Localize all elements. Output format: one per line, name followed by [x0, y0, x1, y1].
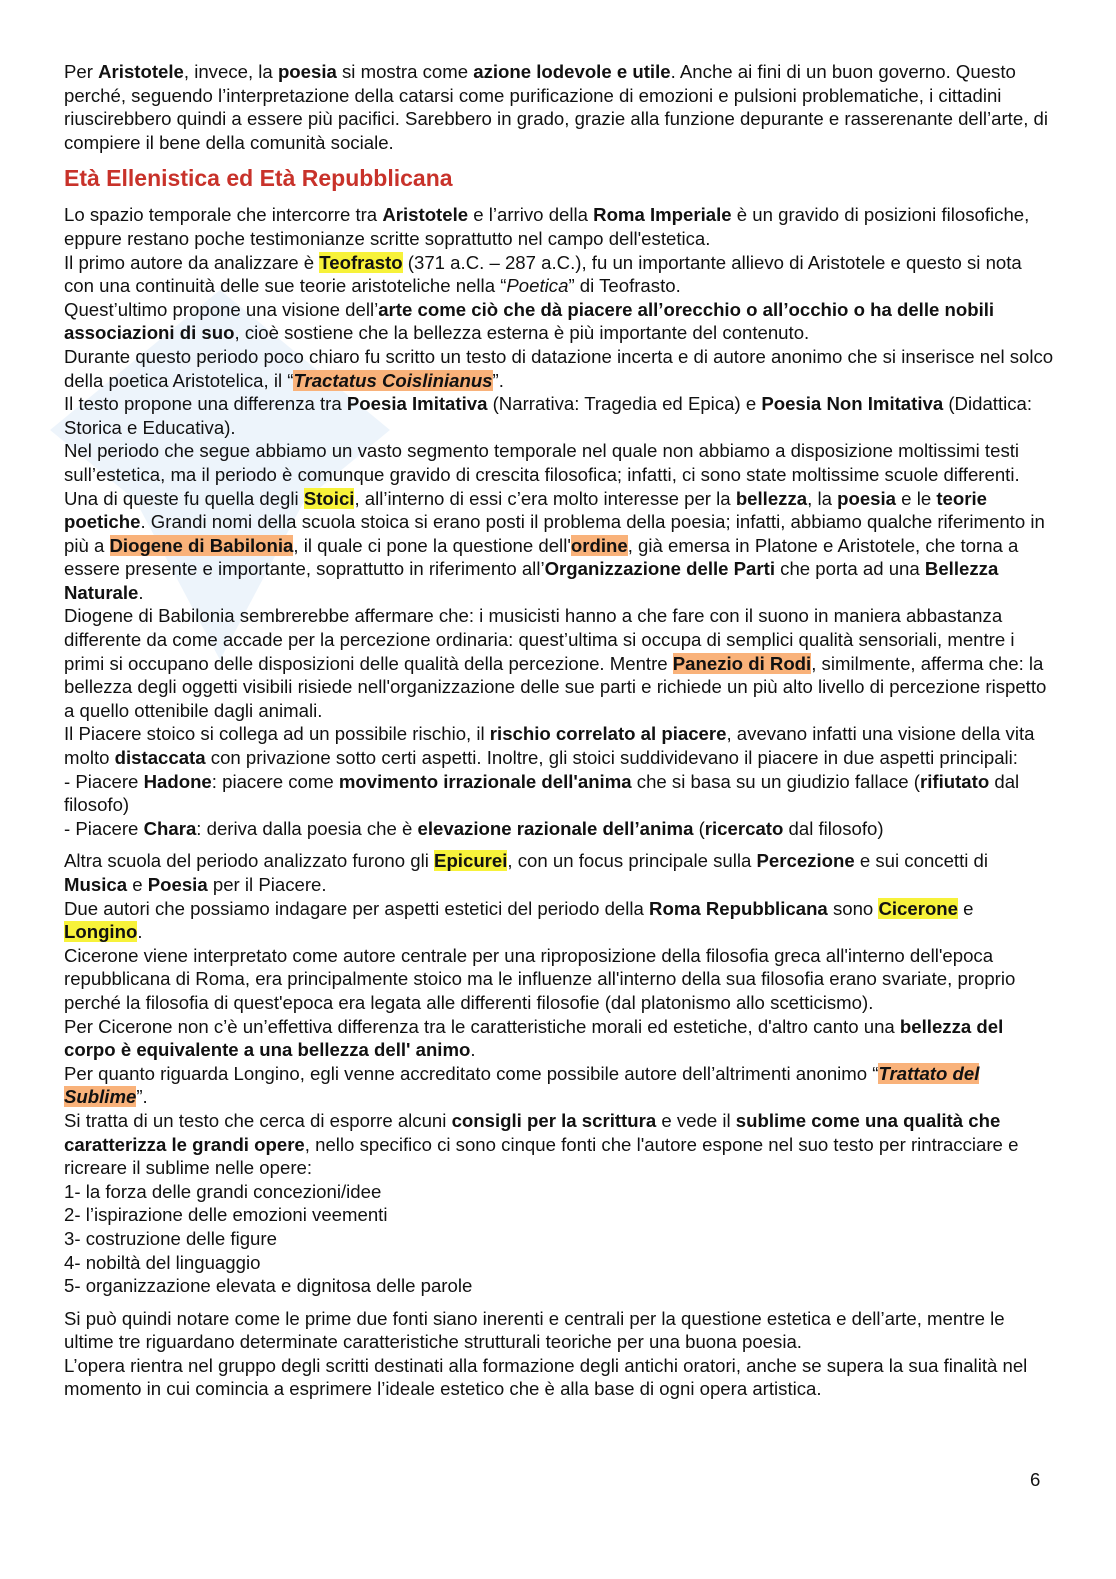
paragraph-sublime: Si tratta di un testo che cerca di esporre alcuni consigli per la scrittura e vede il sublime come una qualità che caratterizza le grandi opere, nello specifico ci sono cinque fonti che l'autore espone nel suo testo per rintracciare e ricreare il sublime nelle opere: — [64, 1109, 1019, 1179]
highlight-longino: Longino — [64, 921, 138, 943]
paragraph-piacere-stoico: Il Piacere stoico si collega ad un possibile rischio, il rischio correlato al piacere, avevano infatti una visione della vita molto distaccata con privazione sotto certi aspetti. Inoltre, gli stoici suddividevano il piacere in due aspetti principali: — [64, 723, 1035, 769]
paragraph-visione-arte: Quest’ultimo propone una visione dell’arte come ciò che dà piacere all’orecchio o all’occhio o ha delle nobili associazioni di suo, cioè sostiene che la bellezza esterna è più importante del contenuto. — [64, 298, 995, 344]
paragraph-cicerone: Cicerone viene interpretato come autore centrale per una riproposizione della filosofia greca all'interno dell'epoca repubblicana di Roma, era principalmente stoico ma le influenze all'interno della sua filosofia erano svariate, proprio perché la filosofia di quest'epoca era legata alle differenti filosofie (dal platonismo allo scetticismo). — [64, 944, 1016, 1013]
paragraph-spazio-temporale: Lo spazio temporale che intercorre tra Aristotele e l’arrivo della Roma Imperiale è un gravido di posizioni filosofiche, eppure restano poche testimonianze scritte soprattutto nel campo dell'estetica. — [64, 204, 1030, 249]
paragraph-roma-repubblicana: Due autori che possiamo indagare per aspetti estetici del periodo della Roma Repubblicana sono Cicerone e Longino. — [64, 897, 974, 943]
list-item: 4- nobiltà del linguaggio — [64, 1251, 261, 1273]
page-number: 6 — [1030, 1469, 1041, 1490]
highlight-epicurei: Epicurei — [434, 850, 508, 872]
paragraph-teofrasto: Il primo autore da analizzare è Teofrasto (371 a.C. – 287 a.C.), fu un importante allievo di Aristotele e questo si nota con una continuità delle sue teorie aristoteliche nella “Poetica” di Teofrasto. — [64, 251, 1022, 297]
highlight-panezio: Panezio di Rodi — [672, 652, 812, 674]
list-item-chara: - Piacere Chara: deriva dalla poesia che è elevazione razionale dell’anima (ricercato dal filosofo) — [64, 817, 884, 839]
highlight-cicerone: Cicerone — [878, 897, 959, 919]
document-page — [64, 60, 1054, 1401]
list-item: 3- costruzione delle figure — [64, 1227, 277, 1249]
paragraph-cicerone-bellezza: Per Cicerone non c’è un’effettiva differenza tra le caratteristiche morali ed estetiche, d'altro canto una bellezza del corpo è equivalente a una bellezza dell' animo. — [64, 1015, 1004, 1061]
highlight-stoici: Stoici — [303, 487, 355, 509]
paragraph-tractatus: Durante questo periodo poco chiaro fu scritto un testo di datazione incerta e di autore anonimo che si inserisce nel solco della poetica Aristotelica, il “Tractatus Coislinianus”. — [64, 345, 1054, 391]
list-item: 5- organizzazione elevata e dignitosa delle parole — [64, 1275, 473, 1297]
paragraph-epicurei: Altra scuola del periodo analizzato furono gli Epicurei, con un focus principale sulla Percezione e sui concetti di Musica e Poesia per il Piacere. — [64, 850, 989, 895]
list-item: 1- la forza delle grandi concezioni/idee — [64, 1180, 382, 1202]
highlight-trattato: Trattato del Sublime — [64, 1062, 980, 1108]
paragraph-aristotele-poesia: Per Aristotele, invece, la poesia si mostra come azione lodevole e utile. Anche ai fini di un buon governo. Questo perché, seguendo l’interpretazione della catarsi come purificazione di emozioni e pulsioni problematiche, i cittadini riuscirebbero quindi a essere più pacifici. Sarebbero in grado, grazie alla funzione depurante e rasserenante dell’arte, di compiere il bene della comunità sociale. — [64, 61, 1048, 153]
paragraph-poesia-imitativa: Il testo propone una differenza tra Poesia Imitativa (Narrativa: Tragedia ed Epica) e Poesia Non Imitativa (Didattica: Storica e Educativa). — [64, 393, 1033, 438]
highlight-diogene: Diogene di Babilonia — [109, 534, 294, 556]
highlight-tractatus: Tractatus Coislinianus — [293, 369, 493, 391]
paragraph-oratori: L’opera rientra nel gruppo degli scritti destinati alla formazione degli antichi oratori, anche se supera la sua finalità nel momento in cui comincia a esprimere l’ideale estetico che è alla base di ogni opera artistica. — [64, 1354, 1028, 1400]
paragraph-periodo: Nel periodo che segue abbiamo un vasto segmento temporale nel quale non abbiamo a disposizione moltissimi testi sull’estetica, ma il periodo è comunque gravido di crescita filosofica; infatti, ci sono state moltissime scuole differenti. — [64, 440, 1020, 485]
paragraph-longino: Per quanto riguarda Longino, egli venne accreditato come possibile autore dell’altrimenti anonimo “Trattato del Sublime”. — [64, 1062, 980, 1108]
highlight-ordine: ordine — [570, 534, 628, 556]
list-item: 2- l’ispirazione delle emozioni veementi — [64, 1204, 388, 1226]
list-item-hadone: - Piacere Hadone: piacere come movimento irrazionale dell'anima che si basa su un giudizio fallace (rifiutato dal filosofo) — [64, 770, 1020, 816]
paragraph-diogene: Diogene di Babilonia sembrerebbe affermare che: i musicisti hanno a che fare con il suono in maniera abbastanza differente da come accade per la percezione ordinaria: quest’ultima si occupa di semplici qualità sensoriali, mentre i primi si occupano delle disposizioni delle qualità della percezione. Mentre Panezio di Rodi, similmente, afferma che: la bellezza degli oggetti visibili risiede nell'organizzazione delle sue parti e richiede un più alto livello di percezione rispetto a quello ottenibile dagli animali. — [64, 605, 1047, 721]
paragraph-stoici: Una di queste fu quella degli Stoici, all’interno di essi c’era molto interesse per la bellezza, la poesia e le teorie poetiche. Grandi nomi della scuola stoica si erano posti il problema della poesia; infatti, abbiamo qualche riferimento in più a Diogene di Babilonia, il quale ci pone la questione dell'ordine, già emersa in Platone e Aristotele, che torna a essere presente e importante, soprattutto in riferimento all’Organizzazione delle Parti che porta ad una Bellezza Naturale. — [64, 487, 1045, 603]
paragraph-fonti: Si può quindi notare come le prime due fonti siano inerenti e centrali per la questione estetica e dell’arte, mentre le ultime tre riguardano determinate caratteristiche strutturali teoriche per una buona poesia. — [64, 1307, 1005, 1353]
section-heading: Età Ellenistica ed Età Repubblicana — [64, 165, 453, 192]
highlight-teofrasto: Teofrasto — [319, 251, 403, 273]
